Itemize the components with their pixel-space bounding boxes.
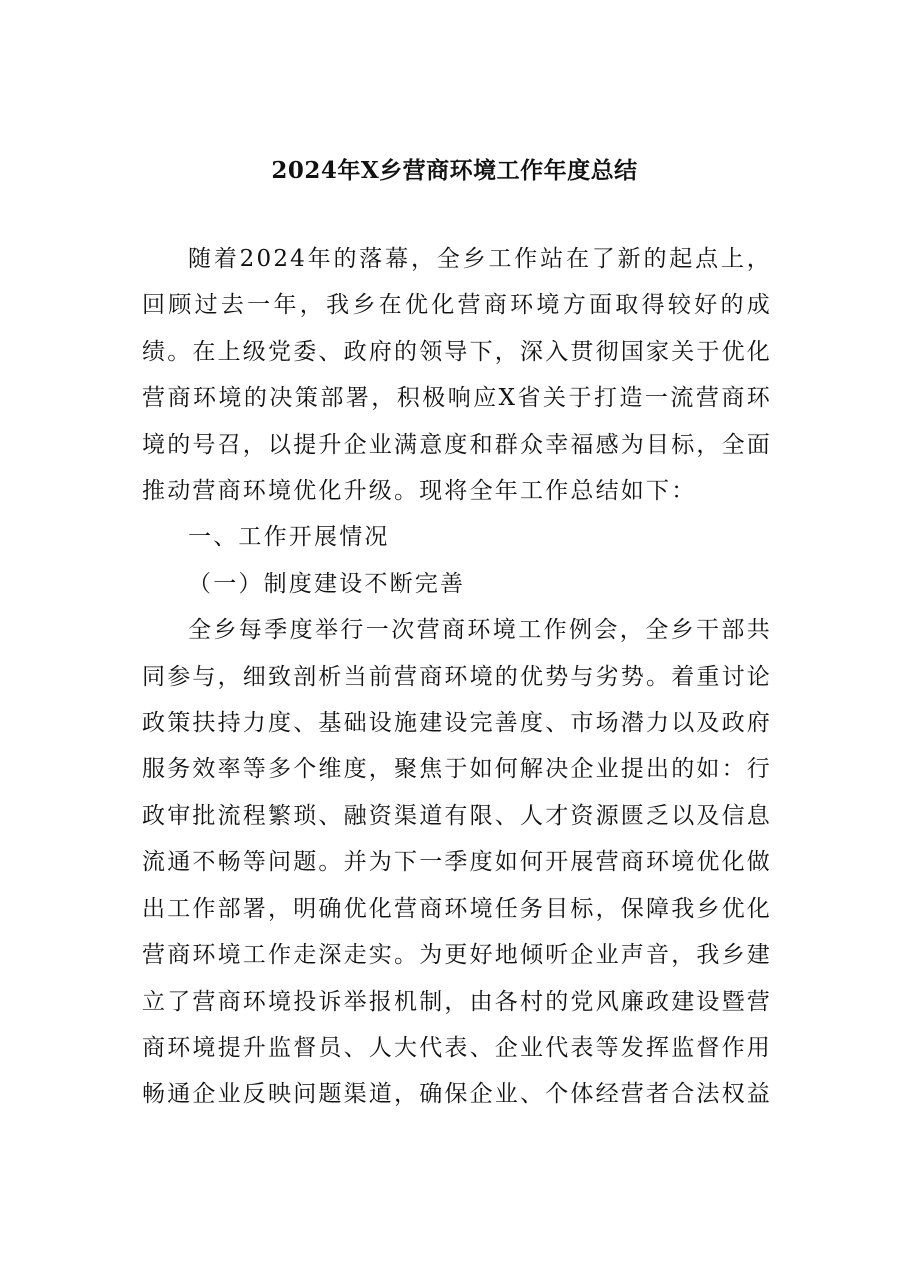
document-title: 2024年X乡营商环境工作年度总结	[271, 157, 638, 184]
intro-paragraph: 随着2024年的落幕，全乡工作站在了新的起点上，回顾过去一年，我乡在优化营商环境方面取得较好的成绩。在上级党委、政府的领导下，深入贯彻国家关于优化营商环境的决策部署，积极响应X省关于打造一流营商环境的号召，以提升企业满意度和群众幸福感为目标，全面推动营商环境优化升级。现将全年工作总结如下：	[142, 246, 772, 505]
document-body	[142, 236, 772, 1118]
subsection-heading-system-building: （一）制度建设不断完善	[188, 570, 466, 597]
section-heading-work-status: 一、工作开展情况	[188, 524, 390, 551]
system-building-paragraph: 全乡每季度举行一次营商环境工作例会，全乡干部共同参与，细致剖析当前营商环境的优势与劣势。着重讨论政策扶持力度、基础设施建设完善度、市场潜力以及政府服务效率等多个维度，聚焦于如何解决企业提出的如：行政审批流程繁琐、融资渠道有限、人才资源匮乏以及信息流通不畅等问题。并为下一季度如何开展营商环境优化做出工作部署，明确优化营商环境任务目标，保障我乡优化营商环境工作走深走实。为更好地倾听企业声音，我乡建立了营商环境投诉举报机制，由各村的党风廉政建设暨营商环境提升监督员、人大代表、企业代表等发挥监督作用畅通企业反映问题渠道，确保企业、个体经营者合法权益	[142, 617, 772, 1108]
